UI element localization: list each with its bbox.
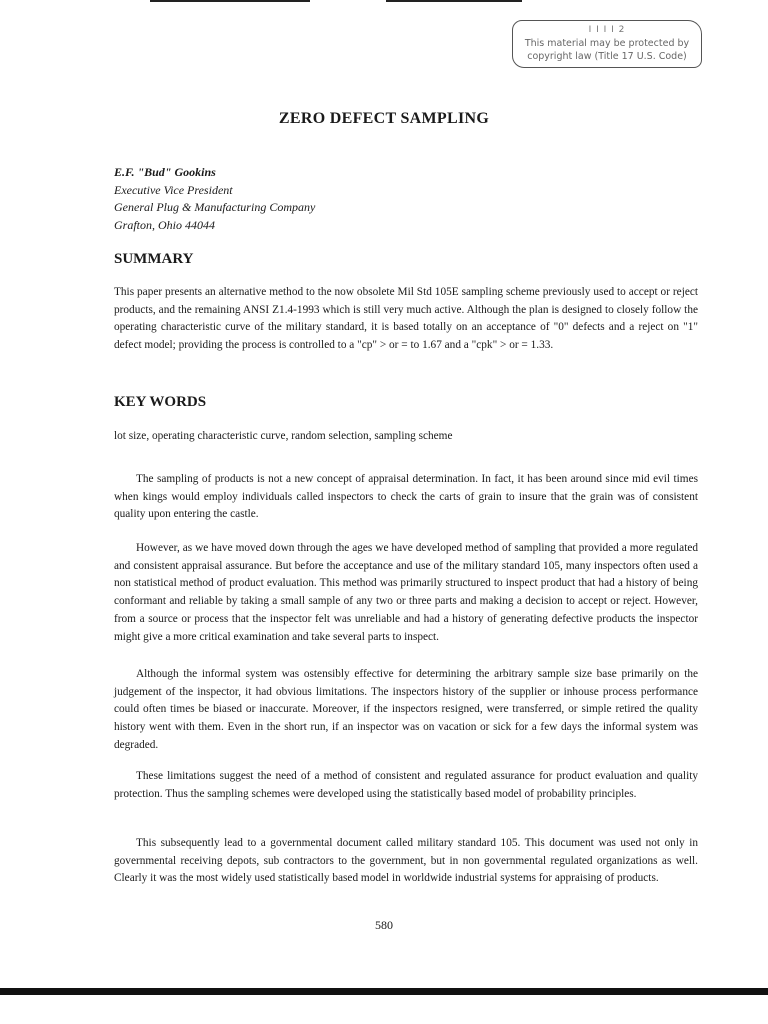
top-rule-left [150, 0, 310, 2]
copyright-stamp [512, 20, 702, 68]
keywords-text: lot size, operating characteristic curve, random selection, sampling scheme [114, 430, 453, 442]
keywords-heading: KEY WORDS [114, 394, 207, 410]
bottom-scan-bar [0, 988, 768, 995]
body-paragraph-5: This subsequently lead to a governmental document called military standard 105. This document was used not only in governmental receiving depots, sub contractors to the government, but in non governmental regulated organizations as well. Clearly it was the most widely used statistically based model in worldwide industrial systems for appraising of products. [114, 837, 698, 885]
body-paragraph-4: These limitations suggest the need of a method of consistent and regulated assurance for product evaluation and quality protection. Thus the sampling schemes were developed using the statistically based model of probability principles. [114, 770, 698, 800]
summary-text: This paper presents an alternative method to the now obsolete Mil Std 105E sampling scheme previously used to accept or reject products, and the remaining ANSI Z1.4-1993 which is still very much active. Although the plan is designed to closely follow the operating characteristic curve of the military standard, it is based totally on an acceptance of "0" defects and a reject on "1" defect model; providing the process is controlled to a "cp" > or = to 1.67 and a "cpk" > or = 1.33. [114, 286, 698, 352]
page-number: 580 [375, 918, 393, 932]
body-paragraph-1: The sampling of products is not a new concept of appraisal determination. In fact, it has been around since mid evil times when kings would employ individuals called inspectors to check the carts of grain to insure that the grain was of consistent quality upon entering the castle. [114, 473, 698, 521]
paper-title: ZERO DEFECT SAMPLING [278, 110, 490, 127]
author-location: Grafton, Ohio 44044 [114, 217, 216, 232]
author-name: E.F. "Bud" Gookins [114, 165, 216, 179]
author-block [114, 164, 315, 234]
top-rule-right [386, 0, 522, 2]
author-position: Executive Vice President [114, 182, 233, 197]
stamp-line-1: This material may be protected by [524, 38, 690, 49]
stamp-line-2: copyright law (Title 17 U.S. Code) [527, 51, 687, 62]
body-paragraph-2: However, as we have moved down through the ages we have developed method of sampling that provided a more regulated and consistent appraisal assurance. But before the acceptance and use of the military standard 105, many inspectors often used a non statistical method of product evaluation. This method was primarily structured to inspect product that had a history of being conformant and reliable by taking a small sample of any two or three parts and making a decision to accept or reject. However, from a source or process that the inspector felt was unreliable and had a history of generating defective products the inspector might give a more critical examination and take several parts to inspect. [114, 542, 698, 643]
summary-heading: SUMMARY [114, 251, 194, 267]
body-paragraph-3: Although the informal system was ostensibly effective for determining the arbitrary sample size base primarily on the judgement of the inspector, it had obvious limitations. The inspectors history of the supplier or inhouse process performance could often times be biased or inaccurate. Moreover, if the inspectors resigned, were transferred, or simple retired the quality history went with them. Even in the short run, if an inspector was on vacation or sick for a few days the informal system was degraded. [114, 668, 698, 751]
stamp-code: I I I I 2 [588, 25, 626, 35]
author-company: General Plug & Manufacturing Company [114, 200, 316, 214]
